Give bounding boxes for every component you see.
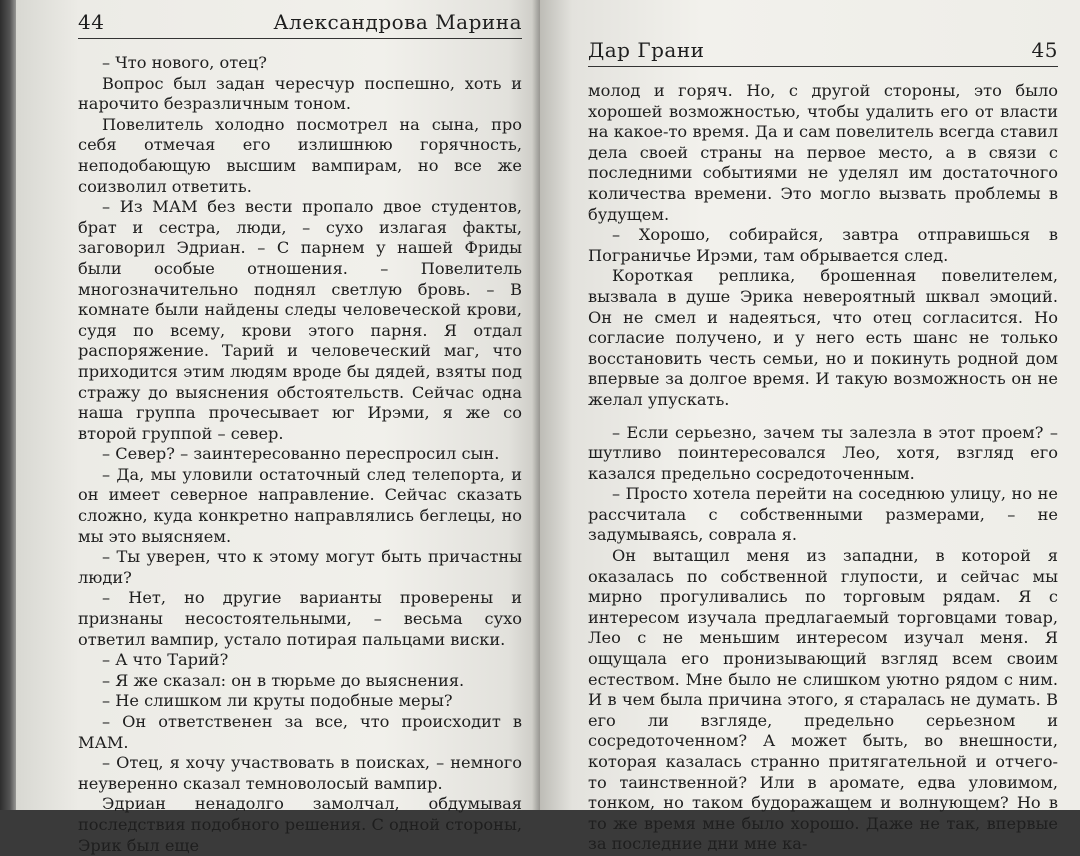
left-page-text xyxy=(78,53,522,856)
page-number-left: 44 xyxy=(78,10,105,34)
running-head-left: Александрова Марина xyxy=(273,10,522,34)
paragraph: – Хорошо, собирайся, завтра отправишься в Пограничье Ирэми, там обрывается след. xyxy=(588,225,1058,265)
paragraph: – Из МАМ без вести пропало двое студентов, брат и сестра, люди, – сухо излагая факты, заговорил Эдриан. – С парнем у нашей Фриды были особые отношения. – Повелитель многозначительно поднял светлую бровь. – В комнате были найдены следы человеческой крови, судя по всему, крови этого парня. Я отдал распоряжение. Тарий и человеческий маг, что приходится этим людям вроде бы дядей, взяты под стражу до выяснения обстоятельств. Сейчас одна наша группа прочесывает юг Ирэми, я же со второй группой – север. xyxy=(78,197,522,443)
paragraph: – Если серьезно, зачем ты залезла в этот проем? – шутливо поинтересовался Лео, хотя, взгляд его казался предельно сосредоточенным. xyxy=(588,422,1058,483)
paragraph: – Просто хотела перейти на соседнюю улицу, но не рассчитала с собственными размерами, – не задумываясь, соврала я. xyxy=(588,484,1058,545)
paragraph: – Ты уверен, что к этому могут быть причастны люди? xyxy=(78,547,522,587)
paragraph: – А что Тарий? xyxy=(102,650,229,670)
paragraph: – Я же сказал: он в тюрьме до выяснения. xyxy=(102,670,465,690)
right-page-text xyxy=(588,81,1058,855)
paragraph: Короткая реплика, брошенная повелителем, вызвала в душе Эрика невероятный шквал эмоций. Он не смел и надеяться, что отец согласится. Но согласие получено, и у него есть шанс не только восстановить честь семьи, но и покинуть родной дом впервые за долгое время. И такую возможность он не желал упускать. xyxy=(588,266,1058,409)
paragraph: Эдриан ненадолго замолчал, обдумывая последствия подобного решения. С одной стороны, Эрик был еще xyxy=(78,794,522,855)
page-number-right: 45 xyxy=(1031,38,1058,62)
paragraph: Повелитель холодно посмотрел на сына, про себя отмечая его излишнюю горячность, неподобающую высшим вампирам, но все же соизволил ответить. xyxy=(78,114,522,196)
left-page xyxy=(16,0,540,855)
paragraph: – Не слишком ли круты подобные меры? xyxy=(102,691,453,711)
paragraph: – Отец, я хочу участвовать в поисках, – немного неуверенно сказал темноволосый вампир. xyxy=(78,753,522,793)
paragraph: – Что нового, отец? xyxy=(102,53,267,72)
paragraph: Он вытащил меня из западни, в которой я оказалась по собственной глупости, и сейчас мы мирно прогуливались по торговым рядам. Я с интересом изучала предлагаемый торговцами товар, Лео с не меньшим интересом изучал меня. Я ощущала его пронизывающий взгляд всем своим естеством. Мне было не слишком уютно рядом с ним. И в чем была причина этого, я старалась не думать. В его ли взгляде, предельно серьезном и сосредоточенном? А может быть, во внешности, которая казалась странно притягательной и отчего-то таинственной? Или в аромате, едва уловимом, тонком, но таком будоражащем и волнующем? Но в то же время мне было хорошо. Даже не так, впервые за последние дни мне ка- xyxy=(588,546,1058,854)
paragraph: – Он ответственен за все, что происходит в МАМ. xyxy=(78,712,522,752)
right-page xyxy=(540,0,1080,854)
paragraph: Вопрос был задан чересчур поспешно, хоть и нарочито безразличным тоном. xyxy=(78,73,522,114)
paragraph: – Нет, но другие варианты проверены и признаны несостоятельными, – весьма сухо ответил вампир, устало потирая пальцами виски. xyxy=(78,588,522,649)
left-page-header xyxy=(78,10,522,39)
paragraph: молод и горяч. Но, с другой стороны, это было хорошей возможностью, чтобы удалить его от власти на какое-то время. Да и сам повелитель всегда ставил дела своей страны на первое место, а в связи с последними событиями не уделял им достаточного количества времени. Это могло вызвать проблемы в будущем. xyxy=(588,81,1058,224)
paragraph: – Да, мы уловили остаточный след телепорта, и он имеет северное направление. Сейчас сказать сложно, куда конкретно направлялись беглецы, но мы это выясняем. xyxy=(78,464,522,546)
right-page-header xyxy=(588,38,1058,67)
paragraph: – Север? – заинтересованно переспросил сын. xyxy=(102,444,500,464)
running-head-right: Дар Грани xyxy=(588,38,705,62)
